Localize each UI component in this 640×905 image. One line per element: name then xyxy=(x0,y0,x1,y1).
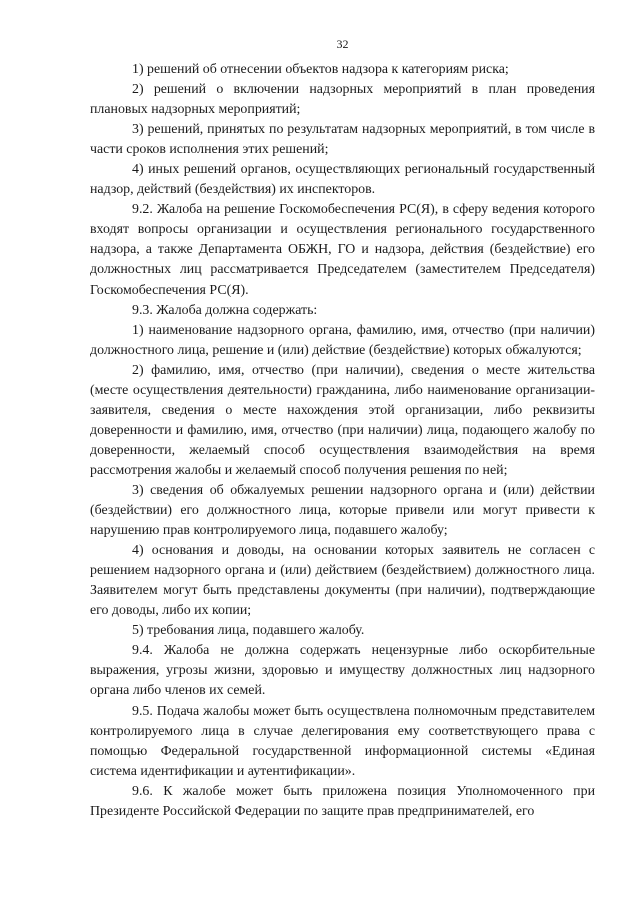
paragraph-9-3-item-1: 1) наименование надзорного органа, фамилию, имя, отчество (при наличии) должностного лица, решение и (или) действие (бездействие) которых обжалуются; xyxy=(90,322,595,358)
page-number: 32 xyxy=(336,37,349,51)
paragraph-9-3-item-3: 3) сведения об обжалуемых решении надзорного органа и (или) действии (бездействии) его должностного лица, которые привели или могут привести к нарушению прав контролируемого лица, подавшего жалобу; xyxy=(90,482,595,539)
paragraph-item-2-planned-inspections: 2) решений о включении надзорных мероприятий в план проведения плановых надзорных мероприятий; xyxy=(90,82,595,118)
paragraph-9-4: 9.4. Жалоба не должна содержать нецензурные либо оскорбительные выражения, угрозы жизни, здоровью и имуществу должностных лиц надзорного органа либо членов их семей. xyxy=(90,643,595,699)
paragraph-9-3-item-5: 5) требования лица, подавшего жалобу. xyxy=(132,623,365,639)
document-page xyxy=(90,0,595,905)
paragraph-9-2: 9.2. Жалоба на решение Госкомобеспечения РС(Я), в сферу ведения которого входят вопросы организации и осуществления регионального государственного надзора, а также Департамента ОБЖН, ГО и надзора, действия (бездействие) его должностных лиц рассматривается Председателем (заместителем Председателя) Госкомобеспечения РС(Я). xyxy=(90,202,595,298)
paragraph-9-3-item-2: 2) фамилию, имя, отчество (при наличии), сведения о месте жительства (месте осуществления деятельности) гражданина, либо наименование организации-заявителя, сведения о месте нахождения этой организации, либо реквизиты доверенности и фамилию, имя, отчество (при наличии) лица, подающего жалобу по доверенности, желаемый способ осуществления взаимодействия на время рассмотрения жалобы и желаемый способ получения решения по ней; xyxy=(90,362,595,478)
paragraph-9-6: 9.6. К жалобе может быть приложена позиция Уполномоченного при Президенте Российской Федерации по защите прав предпринимателей, его xyxy=(90,783,595,819)
paragraph-item-3-inspection-results: 3) решений, принятых по результатам надзорных мероприятий, в том числе в части сроков исполнения этих решений; xyxy=(90,122,595,158)
paragraph-item-4-other-decisions: 4) иных решений органов, осуществляющих региональный государственный надзор, действий (бездействия) их инспекторов. xyxy=(90,162,595,198)
document-body xyxy=(90,60,595,822)
paragraph-9-3-item-4: 4) основания и доводы, на основании которых заявитель не согласен с решением надзорного органа и (или) действием (бездействием) должностного лица. Заявителем могут быть представлены документы (при наличии), подтверждающие его доводы, либо их копии; xyxy=(90,543,595,619)
paragraph-item-1-risk-categories: 1) решений об отнесении объектов надзора к категориям риска; xyxy=(132,62,509,77)
paragraph-9-3: 9.3. Жалоба должна содержать: xyxy=(132,302,318,318)
paragraph-9-5: 9.5. Подача жалобы может быть осуществлена полномочным представителем контролируемого лица в случае делегирования ему соответствующего права с помощью Федеральной государственной информационной системы «Единая система идентификации и аутентификации». xyxy=(90,703,595,779)
